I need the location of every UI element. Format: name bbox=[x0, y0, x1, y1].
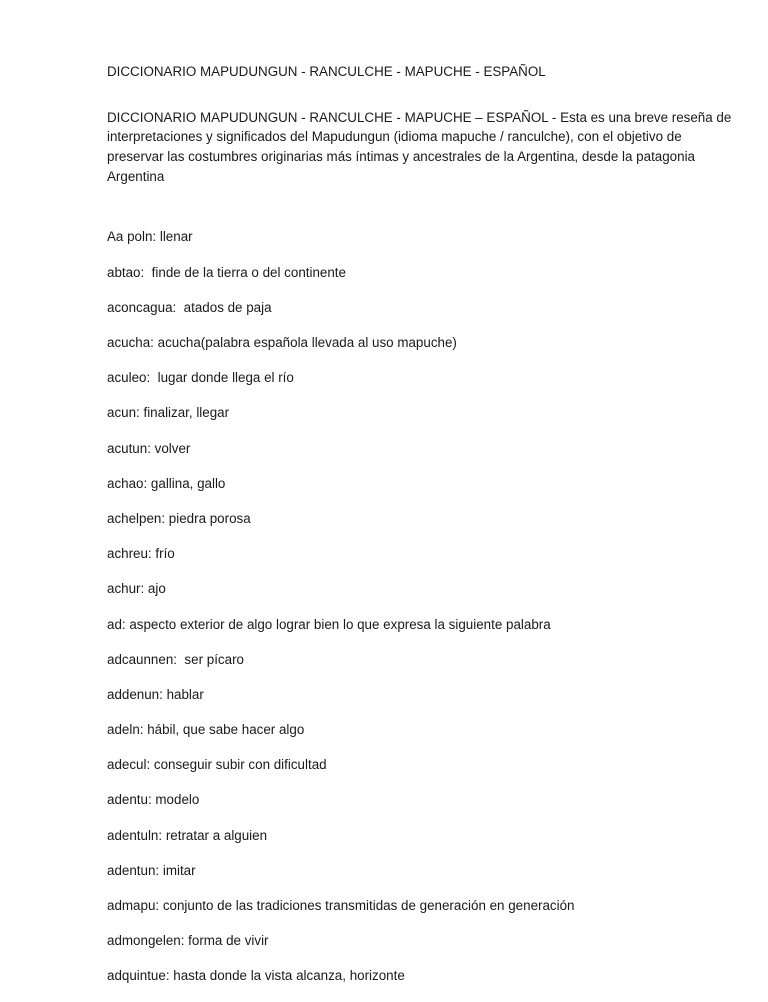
intro-line: DICCIONARIO MAPUDUNGUN - RANCULCHE - MAPUCHE – ESPAÑOL - Esta es una breve reseña de bbox=[107, 109, 732, 125]
dictionary-entry: achur: ajo bbox=[107, 581, 166, 597]
dictionary-entry: acucha: acucha(palabra española llevada al uso mapuche) bbox=[107, 335, 457, 350]
dictionary-entry: adentun: imitar bbox=[107, 862, 196, 878]
intro-paragraph bbox=[107, 108, 732, 187]
dictionary-entry: achreu: frío bbox=[107, 546, 175, 562]
dictionary-entry: admapu: conjunto de las tradiciones transmitidas de generación en generación bbox=[107, 898, 575, 913]
dictionary-entry: aconcagua: atados de paja bbox=[107, 299, 272, 315]
intro-line: interpretaciones y significados del Mapudungun (idioma mapuche / ranculche), con el objetivo de bbox=[107, 129, 682, 145]
dictionary-entry: abtao: finde de la tierra o del continente bbox=[107, 264, 346, 280]
dictionary-entry: acun: finalizar, llegar bbox=[107, 405, 230, 421]
dictionary-entry: acutun: volver bbox=[107, 440, 191, 456]
dictionary-entry: ad: aspecto exterior de algo lograr bien lo que expresa la siguiente palabra bbox=[107, 616, 551, 632]
dictionary-entry: adentuln: retratar a alguien bbox=[107, 827, 268, 843]
intro-line: Argentina bbox=[107, 168, 165, 184]
dictionary-entry: achelpen: piedra porosa bbox=[107, 510, 251, 526]
dictionary-entry: admongelen: forma de vivir bbox=[107, 933, 269, 949]
dictionary-entry: adecul: conseguir subir con dificultad bbox=[107, 757, 327, 773]
dictionary-entry: Aa poln: llenar bbox=[107, 229, 193, 245]
dictionary-entries bbox=[107, 227, 707, 986]
dictionary-entry: adcaunnen: ser pícaro bbox=[107, 651, 244, 667]
dictionary-entry: adeln: hábil, que sabe hacer algo bbox=[107, 722, 305, 738]
dictionary-entry: achao: gallina, gallo bbox=[107, 475, 226, 491]
dictionary-entry: adentu: modelo bbox=[107, 792, 200, 808]
dictionary-entry: adquintue: hasta donde la vista alcanza, horizonte bbox=[107, 968, 405, 984]
intro-line: preservar las costumbres originarias más íntimas y ancestrales de la Argentina, desde la patagonia bbox=[107, 149, 696, 165]
dictionary-entry: aculeo: lugar donde llega el río bbox=[107, 370, 294, 386]
document-page bbox=[107, 62, 732, 1002]
document-title: DICCIONARIO MAPUDUNGUN - RANCULCHE - MAPUCHE - ESPAÑOL bbox=[107, 64, 546, 79]
dictionary-entry: addenun: hablar bbox=[107, 686, 204, 702]
